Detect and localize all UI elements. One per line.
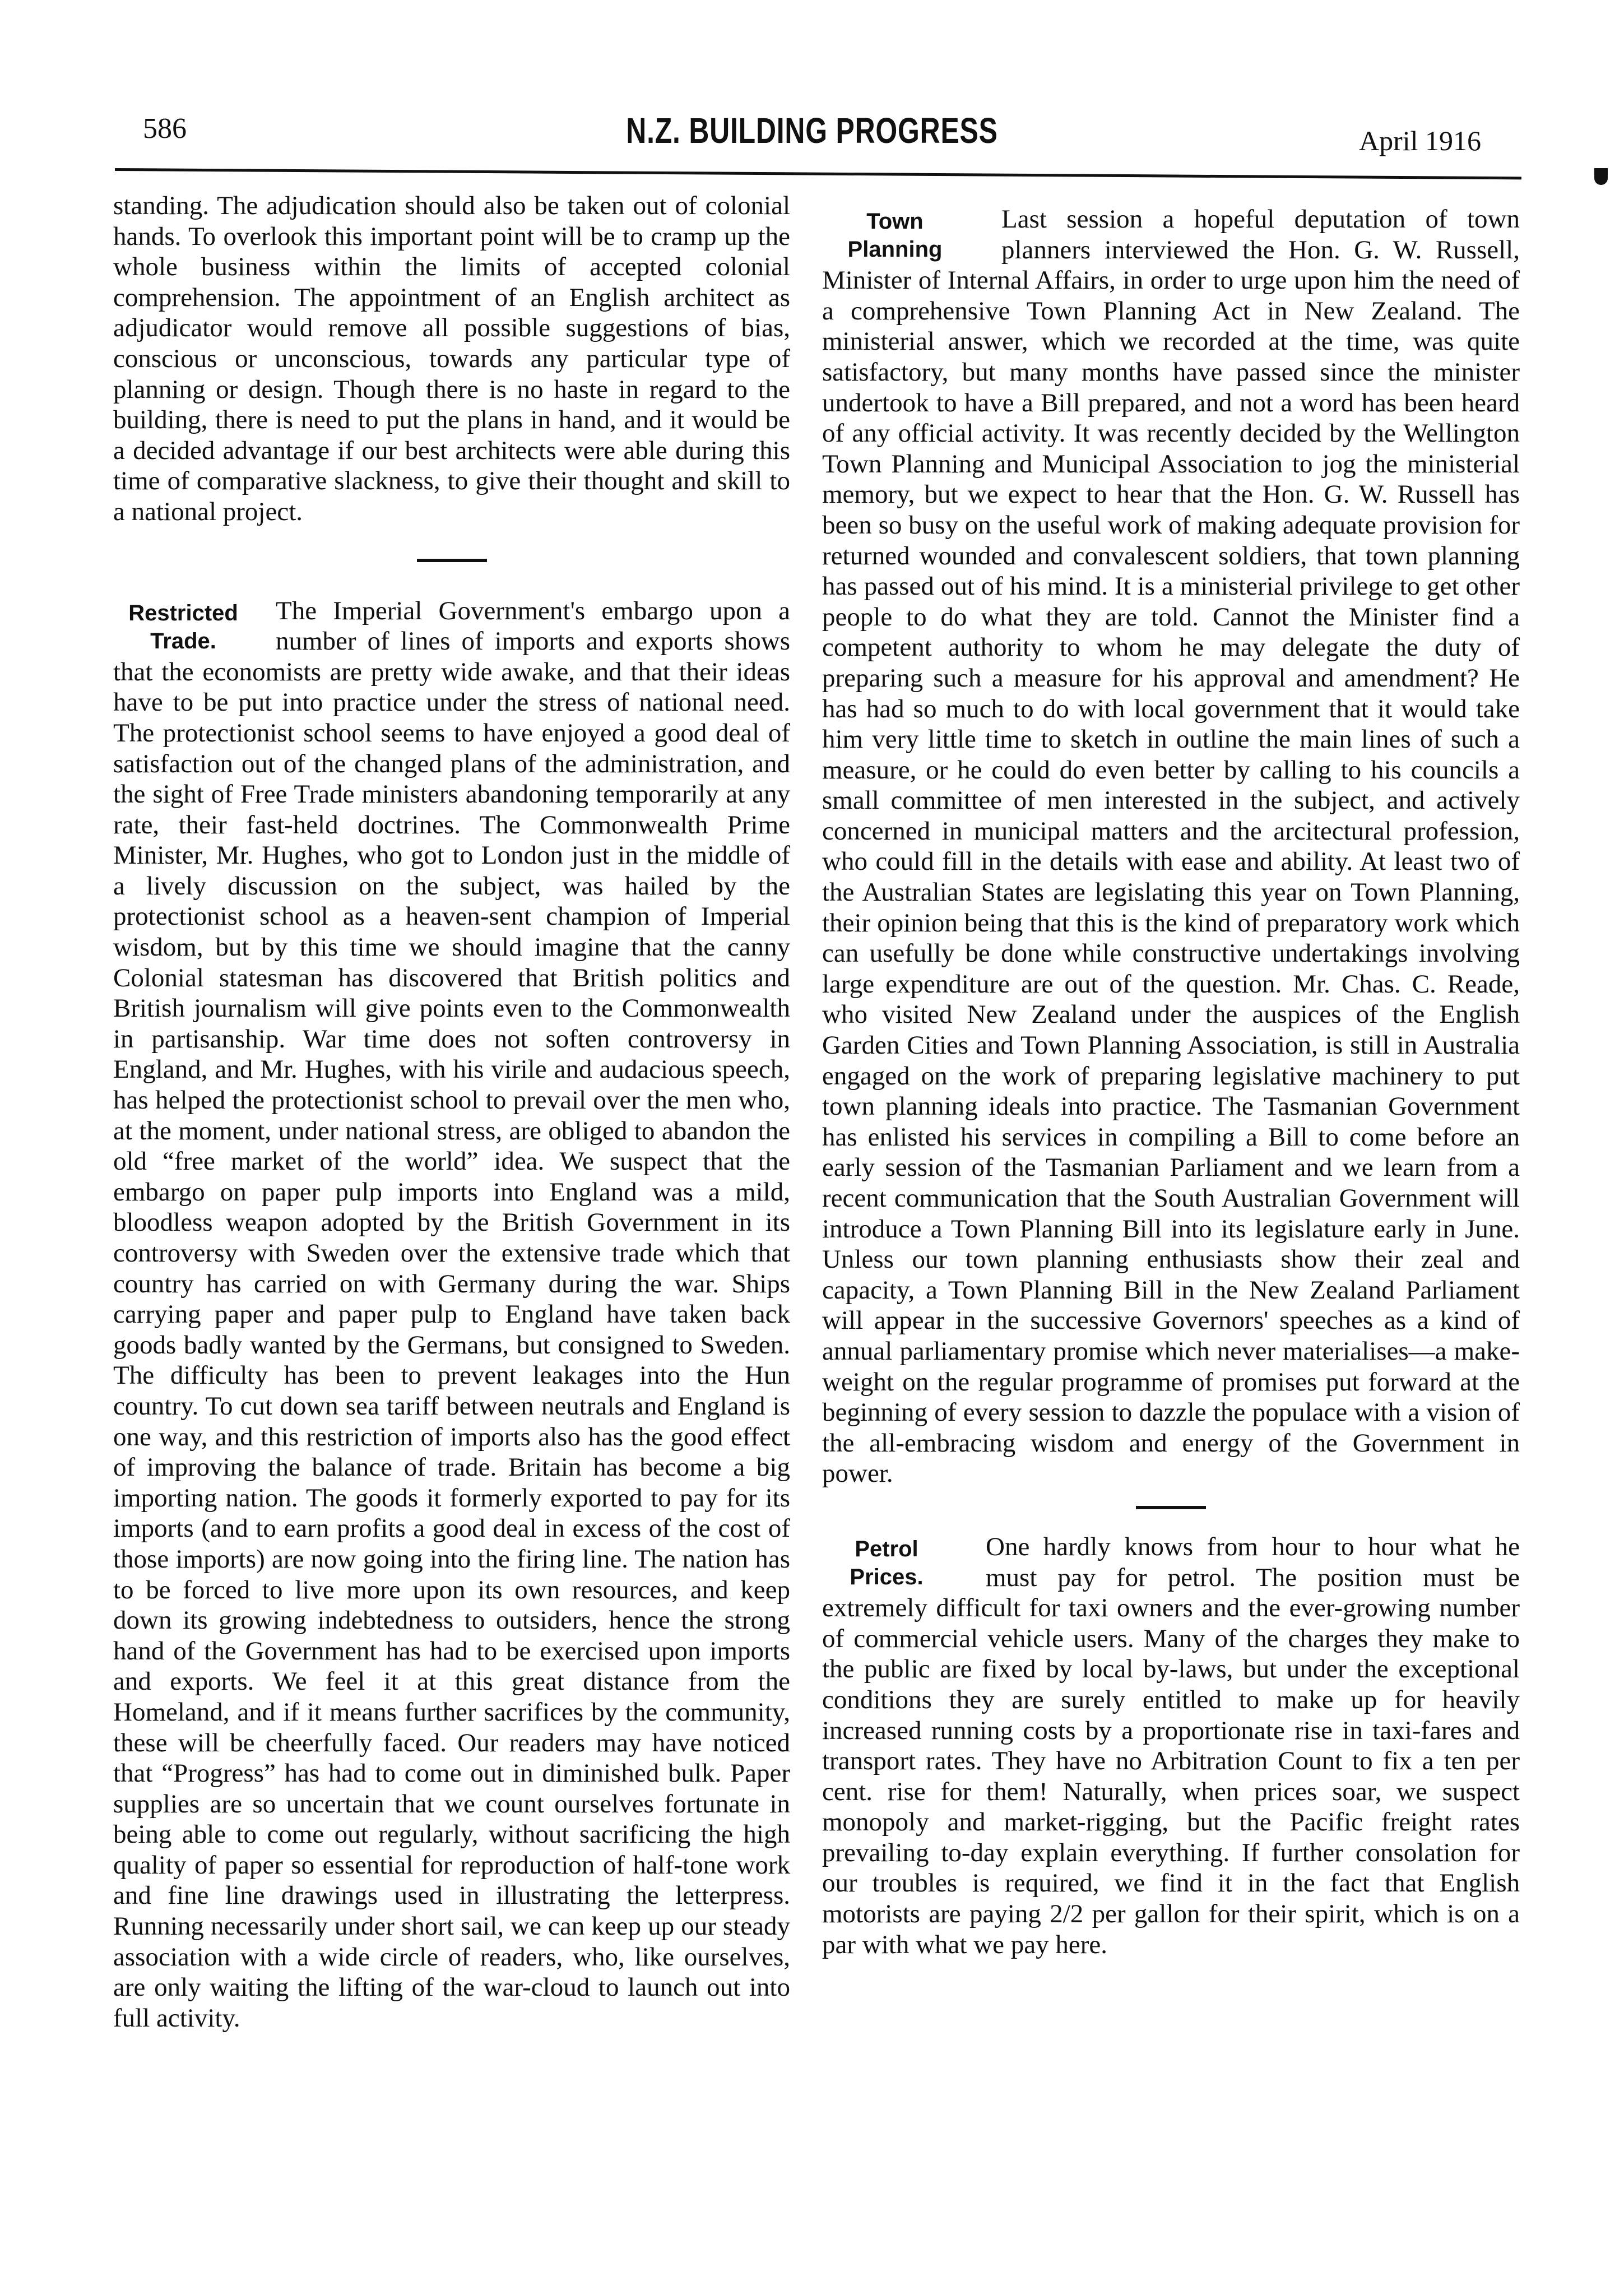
side-heading-restricted-trade <box>113 599 253 655</box>
left-column <box>113 191 790 2033</box>
heading-line: Trade. <box>150 628 216 653</box>
restricted-trade-body: The Imperial Government's embargo upon a number of lines of imports and exports shows that the economists are pretty wide awake, and that their ideas have to be put into practice under the stress of national need. The protectionist school seems to have enjoyed a good deal of satisfaction out of the changed plans of the administration, and the sight of Free Trade ministers abandoning temporarily at any rate, their fast-held doctrines. The Commonwealth Prime Minister, Mr. Hughes, who got to London just in the middle of a lively discussion on the subject, was hailed by the protectionist school as a heaven-sent champion of Imperial wisdom, but by this time we should imagine that the canny Colonial statesman has discovered that British politics and British journalism will give points even to the Commonwealth in partisanship. War time does not soften controversy in England, and Mr. Hughes, with his virile and audacious speech, has helped the protectionist school to prevail over the men who, at the moment, under national stress, are obliged to abandon the old “free market of the world” idea. We suspect that the embargo on paper pulp imports into England was a mild, bloodless weapon adopted by the British Government in its controversy with Sweden over the extensive trade which that country has carried on with Germany during the war. Ships carrying paper and paper pulp to England have taken back goods badly wanted by the Germans, but consigned to Sweden. The difficulty has been to prevent leakages into the Hun country. To cut down sea tariff between neutrals and England is one way, and this restriction of imports also has the good effect of improving the balance of trade. Britain has become a big importing nation. The goods it formerly exported to pay for its imports (and to earn profits a good deal in excess of the cost of those imports) are now going into the firing line. The nation has to be forced to live more upon its own resources, and keep down its growing indebtedness to outsiders, hence the strong hand of the Government has had to be exercised upon imports and exports. We feel it at this great distance from the Homeland, and if it means further sacrifices by the community, these will be cheerfully faced. Our readers may have noticed that “Progress” has had to come out in diminished bulk. Paper supplies are so uncertain that we count ourselves fortunate in being able to come out regularly, without sacrificing the high quality of paper so essential for reproduction of half-tone work and fine line drawings used in illustrating the letterpress. Running necessarily under short sail, we can keep up our steady association with a wide circle of readers, who, like ourselves, are only waiting the lifting of the war-cloud to launch out into full activity. <box>113 596 790 2033</box>
scan-mark <box>1594 168 1608 185</box>
heading-line: Town <box>866 209 924 234</box>
issue-date: April 1916 <box>1359 125 1482 156</box>
side-heading-petrol-prices <box>822 1535 951 1591</box>
side-heading-town-planning <box>822 207 968 263</box>
header-rule <box>115 168 1521 179</box>
petrol-prices-body: One hardly knows from hour to hour what he must pay for petrol. The position must be extremely difficult for taxi owners and the ever-growing number of commercial vehicle users. Many of the charges they make to the public are fixed by local by-laws, but under the exceptional conditions they are surely entitled to make up for heavily increased running costs by a proportionate rise in taxi-fares and transport rates. They have no Arbitration Count to fix a ten per cent. rise for them! Naturally, when prices soar, we suspect monopoly and market-rigging, but the Pacific freight rates prevailing to-day explain everything. If further consolation for our troubles is required, we find it in the fact that English motorists are paying 2/2 per gallon for their spirit, which is on a par with what we pay here. <box>822 1532 1520 1959</box>
heading-line: Planning <box>847 237 943 262</box>
heading-line: Restricted <box>128 600 238 625</box>
town-planning-body: Last session a hopeful deputation of town planners interviewed the Hon. G. W. Russell, Minister of Internal Affairs, in order to urge upon him the need of a comprehensive Town Planning Act in New Zealand. The ministerial answer, which we recorded at the time, was quite satisfactory, but many months have passed since the minister undertook to have a Bill prepared, and not a word has been heard of any official activity. It was recently decided by the Wellington Town Planning and Municipal Association to jog the ministerial memory, but we expect to hear that the Hon. G. W. Russell has been so busy on the useful work of making adequate provision for returned wounded and convalescent soldiers, that town planning has passed out of his mind. It is a ministerial privilege to get other people to do what they are told. Cannot the Minister find a competent authority to whom he may delegate the duty of preparing such a measure for his approval and amendment? He has had so much to do with local government that it would take him very little time to sketch in outline the main lines of such a measure, or he could do even better by calling to his councils a small committee of men interested in the subject, and actively concerned in municipal matters and the arcitectural profession, who could fill in the details with ease and ability. At least two of the Australian States are legislating this year on Town Planning, their opinion being that this is the kind of preparatory work which can usefully be done while constructive undertakings involving large expenditure are out of the question. Mr. Chas. C. Reade, who visited New Zealand under the auspices of the English Garden Cities and Town Planning Association, is still in Australia engaged on the work of preparing legislative machinery to put town planning ideals into practice. The Tasmanian Government has enlisted his services in compiling a Bill to come before an early session of the Tasmanian Parliament and we learn from a recent communication that the South Australian Government will introduce a Town Planning Bill into its legislature early in June. Unless our town planning enthusiasts show their zeal and capacity, a Town Planning Bill in the New Zealand Parliament will appear in the successive Governors' speeches as a kind of annual parliamentary promise which never materialises—a make-weight on the regular programme of promises put forward at the beginning of every session to dazzle the populace with a vision of the all-embracing wisdom and energy of the Government in power. <box>822 205 1520 1489</box>
intro-paragraph: standing. The adjudication should also be taken out of colonial hands. To overlook this important point will be to cramp up the whole business within the limits of accepted colonial comprehension. The appointment of an English architect as adjudicator would remove all possible suggestions of bias, conscious or unconscious, towards any particular type of planning or design. Though there is no haste in regard to the building, there is need to put the plans in hand, and it would be a decided advantage if our best architects were able during this time of comparative slackness, to give their thought and skill to a national project. <box>113 191 790 526</box>
heading-line: Prices. <box>850 1564 924 1589</box>
section-divider <box>1136 1506 1206 1509</box>
page-number: 586 <box>143 113 187 145</box>
right-column <box>822 204 1520 1960</box>
publication-title: N.Z. BUILDING PROGRESS <box>626 110 998 151</box>
section-divider <box>417 559 487 562</box>
heading-line: Petrol <box>855 1536 918 1561</box>
